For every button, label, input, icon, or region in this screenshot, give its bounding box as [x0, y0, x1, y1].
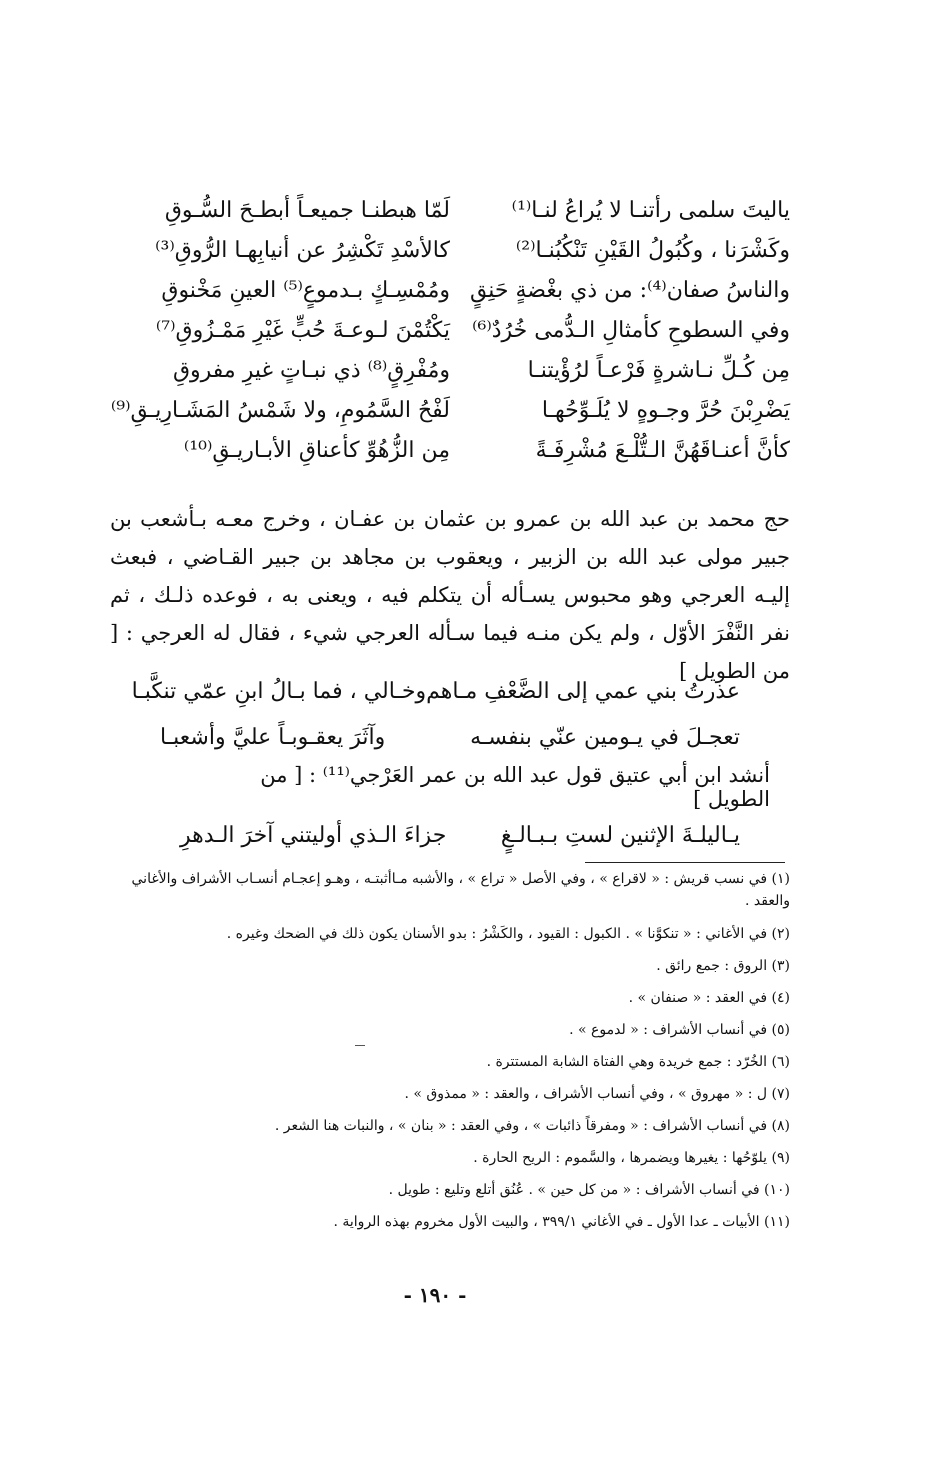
footnote: (٥) في أنساب الأشراف : « لدموع » .	[569, 1022, 790, 1038]
verse-first-hemistich: ياليتَ سلمى رأتنـا لا يُراعُ لنـا⁽¹⁾	[511, 197, 790, 223]
verse-second-hemistich: يَكْتُمْنَ لـوعـةَ حُبٍّ غَيْرِ مَمْـزُوقِ⁽⁷⁾	[155, 317, 450, 343]
footnote: (٩) يلوّحُها : يغيرها ويضمرها ، والسَّموم : الريح الحارة .	[473, 1150, 790, 1166]
footnote: (٢) في الأغاني : « تنكوَّنا » . الكبول : القيود ، والكَشْرُ : بدو الأسنان يكون ذلك في الضحك وغيره .	[226, 926, 790, 942]
footnote: (٦) الخُرّد : جمع خريدة وهي الفتاة الشابة المستترة .	[486, 1054, 790, 1070]
verse-line	[150, 230, 790, 270]
footnote: (١٠) في أنساب الأشراف : « من كل حين » . عُنُق أتلع وتليع : طويل .	[388, 1182, 790, 1198]
verse-line	[150, 190, 790, 230]
footnote: (٨) في أنساب الأشراف : « ومفرقاً ذائبات » ، وفي العقد : « بنان » ، والنبات هنا الشعر .	[274, 1118, 790, 1134]
intro-line: أنشد ابن أبي عتيق قول عبد الله بن عمر العَرْجي⁽¹¹⁾ : [ من الطويل ]	[260, 763, 770, 811]
footnotes	[100, 868, 790, 1238]
verse-first-hemistich: وفي السطوحِ كأمثالِ الـدُّمى خُرُدٌ⁽⁶⁾	[472, 317, 790, 343]
verse-second-hemistich: لَمّا هبطنـا جميعـاً أبطـحَ السُّـوقِ	[164, 197, 450, 223]
footnote: (١) في نسب قريش : « لاقراع » ، وفي الأصل « تراع » ، والأشبه مـاأثبتـه ، وهـو إعجـام أنسـاب الأشراف والأغاني والعقد .	[131, 871, 790, 909]
verse-second-hemistich: وآثَرَ يعقـوبـاً عليَّ وأشعبـا	[160, 724, 386, 750]
verse-line	[180, 815, 740, 855]
verse-first-hemistich: تعجـلَ في يـومين عنّي بنفسـه	[470, 724, 740, 750]
verse-first-hemistich: وكَشْرَنا ، وكُبُولُ القَيْنِ تَنْكُبُنـا⁽²⁾	[515, 237, 790, 263]
verse-first-hemistich: كأنَّ أعنـاقَهُنَّ الـتُّلْـعَ مُشْرِفَـةً	[535, 437, 790, 463]
footnote: (١١) الأبيات ـ عدا الأول ـ في الأغاني ٣٩٩/١ ، والبيت الأول مخروم بهذه الرواية .	[333, 1214, 790, 1230]
verse-second-hemistich: كالأسْدِ تَكْشِرُ عن أنيابِهـا الرُّوقِ⁽³⁾	[155, 237, 450, 263]
poem-block-2	[131, 668, 740, 760]
verse-second-hemistich: ومُمْسِـكٍ بـدموعٍ⁽⁵⁾ العينِ مَخْنوقِ	[161, 277, 450, 303]
poem-block-1	[110, 190, 790, 470]
verse-line	[150, 430, 790, 470]
footnote: (٤) في العقد : « صنفان » .	[628, 990, 790, 1006]
verse-first-hemistich: يـاليلـةَ الإثنين لستِ بـبـالـغٍ	[500, 822, 740, 848]
stray-mark	[355, 1045, 365, 1046]
poem-block-3	[180, 815, 740, 855]
prose-paragraph	[110, 500, 790, 690]
page-number: - ١٩٠ -	[403, 1283, 467, 1307]
verse-first-hemistich: عذرتُ بني عمي إلى الضَّعْفِ مـاهم	[426, 678, 740, 704]
verse-line	[150, 310, 790, 350]
paragraph-text: حج محمد بن عبد الله بن عمرو بن عثمان بن عفـان ، وخرج معـه بـأشعب بن جبير مولى عبد الله بن الزبير ، ويعقوب بن مجاهد بن جبير القـاضي ، فبعث إليـه العرجي وهو محبوس يسـأله أن يتكلم فيه ، ويعنى به ، فوعده ذلـك ، ثم نفر النَّفْرَ الأوّل ، ولم يكن منـه فيما سـأله العرجي شيء ، فقال له العرجي : [ من الطويل ]	[110, 507, 790, 683]
footnote: (٣) الروق : جمع رائق .	[656, 958, 790, 974]
footnote-separator	[585, 862, 785, 863]
verse-second-hemistich: ومُفْرِقٍ⁽⁸⁾ ذي نبـاتٍ غيرِ مفروقِ	[172, 357, 450, 383]
verse-second-hemistich: لَفْحُ السَّمُومِ، ولا شَمْسُ المَشَـارِيـقِ⁽⁹⁾	[110, 397, 450, 423]
verse-first-hemistich: والناسُ صفان⁽⁴⁾: من ذي بغْضةٍ حَنِقٍ	[469, 277, 790, 303]
verse-first-hemistich: مِن كُـلِّ نـاشرةٍ فَرْعـاً لرُؤْيتنـا	[527, 357, 790, 383]
verse-second-hemistich: جزاءَ الـذي أوليتني آخرَ الـدهرِ	[180, 822, 447, 848]
verse-line	[160, 714, 740, 760]
verse-line	[150, 350, 790, 390]
verse-line	[150, 270, 790, 310]
verse-line	[131, 668, 740, 714]
verse-second-hemistich: وخـالي ، فما بـالُ ابنِ عمّي تنكَّبـا	[131, 678, 427, 704]
verse-second-hemistich: مِن الزُّهُوِّ كأعناقِ الأبـاريـقِ⁽¹⁰⁾	[183, 437, 450, 463]
verse-line	[110, 390, 790, 430]
footnote: (٧) ل : « مهروق » ، وفي أنساب الأشراف ، والعقد : « ممذوق » .	[404, 1086, 790, 1102]
verse-first-hemistich: يَضْرِبْنَ حُرَّ وجـوهٍ لا يُلَـوِّحُهـا	[541, 397, 790, 423]
